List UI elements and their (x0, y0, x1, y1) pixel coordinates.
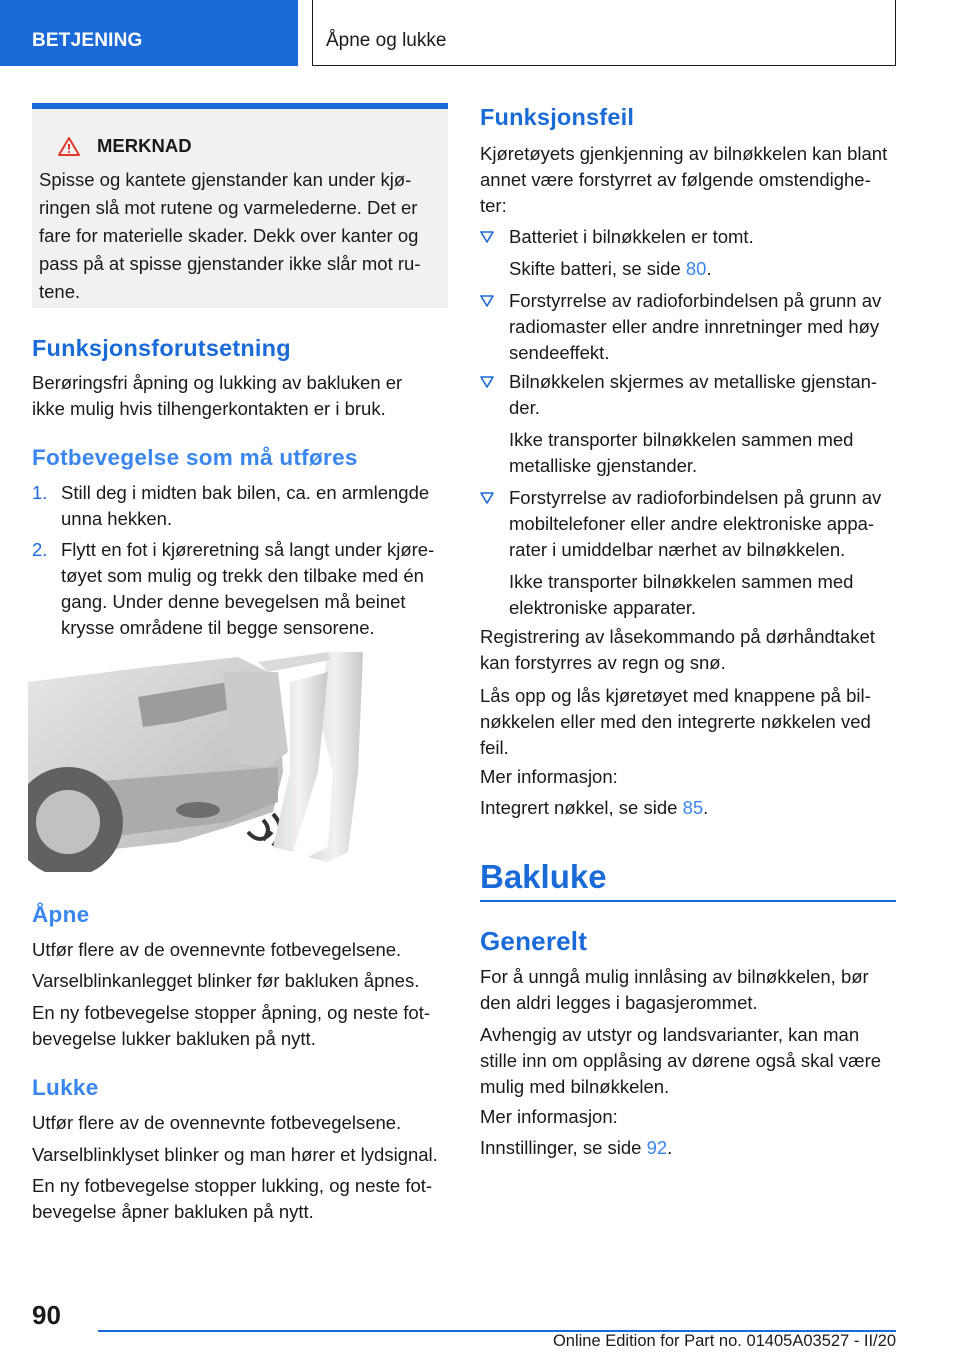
heading-malfunction: Funksjonsfeil (480, 104, 635, 130)
page-link-80[interactable]: 80 (685, 258, 707, 279)
list-item (32, 537, 448, 641)
list-item (32, 480, 448, 532)
text-line: ikke mulig hvis tilhengerkontakten er i bruk. (32, 398, 386, 419)
text-line: Still deg i midten bak bilen, ca. en armlengde (61, 482, 430, 503)
bullet-triangle-icon (480, 492, 494, 504)
text-line: der. (509, 397, 540, 418)
sub-text: Skifte batteri, se side 80. (509, 258, 712, 279)
integrated-key-ref: Integrert nøkkel, se side 85. (480, 797, 709, 818)
text-line: Registrering av låsekommando på dørhåndtaket (480, 626, 875, 647)
more-info-label: Mer informasjon: (480, 766, 618, 787)
bullet-text (509, 369, 899, 479)
heading-close: Lukke (32, 1075, 99, 1100)
text-line: annet være forstyrret av følgende omstendighe- (480, 169, 871, 190)
bullet-text (509, 485, 899, 621)
open-text-1: Utfør flere av de ovennevnte fotbevegelsene. (32, 939, 402, 960)
heading-tailgate: Bakluke (480, 858, 607, 895)
bullet-triangle-icon (480, 295, 494, 307)
open-text-2: Varselblinkanlegget blinker før bakluken åpnes. (32, 970, 420, 991)
text-line: En ny fotbevegelse stopper lukking, og neste fot- (32, 1175, 433, 1196)
text-line: mobiltelefoner eller andre elektroniske appa- (509, 513, 875, 534)
sub-text: Ikke transporter bilnøkkelen sammen med (509, 429, 854, 450)
lock-text (480, 683, 900, 761)
warning-note (32, 103, 448, 308)
text-line: mulig med bilnøkkelen. (480, 1076, 670, 1097)
list-item (480, 369, 900, 479)
sub-text: metalliske gjenstander. (509, 455, 698, 476)
text-line: feil. (480, 737, 509, 758)
close-text-2: Varselblinklyset blinker og man hører et lydsignal. (32, 1144, 438, 1165)
section-tab (0, 0, 298, 66)
text-line: Innstillinger, se side (480, 1137, 647, 1158)
sub-text: elektroniske apparater. (509, 597, 697, 618)
page-header-title: Åpne og lukke (326, 30, 447, 51)
note-line: ringen slå mot rutene og varmelederne. Det er (39, 197, 418, 218)
text-line: tøyet som mulig og trekk den tilbake med én (61, 565, 424, 586)
list-item (480, 224, 900, 284)
heading-prerequisite: Funksjonsforutsetning (32, 335, 291, 361)
step-number: 2. (32, 539, 48, 560)
general-text-1 (480, 964, 900, 1016)
tailgate-foot-sensor-illustration (28, 652, 368, 872)
open-text-3 (32, 1000, 452, 1052)
text-line: krysse områdene til begge sensorene. (61, 617, 375, 638)
close-text-1: Utfør flere av de ovennevnte fotbevegelsene. (32, 1112, 402, 1133)
sub-text: Ikke transporter bilnøkkelen sammen med (509, 571, 854, 592)
bullet-triangle-icon (480, 376, 494, 388)
text-line: den aldri legges i bagasjerommet. (480, 992, 758, 1013)
text-line: unna hekken. (61, 508, 173, 529)
bullet-text (509, 288, 899, 366)
step-text (61, 537, 451, 641)
warning-triangle-icon (58, 137, 80, 156)
text-line: rater i umiddelbar nærhet av bilnøkkelen. (509, 539, 846, 560)
registration-text (480, 624, 900, 676)
text-line: Batteriet i bilnøkkelen er tomt. (509, 226, 754, 247)
bullet-triangle-icon (480, 231, 494, 243)
text-line: Bilnøkkelen skjermes av metalliske gjenstan- (509, 371, 878, 392)
step-number: 1. (32, 482, 48, 503)
text-line: Skifte batteri, se side (509, 258, 686, 279)
bullet-text (509, 224, 899, 282)
close-text-3 (32, 1173, 452, 1225)
text-line: Berøringsfri åpning og lukking av bakluken er (32, 372, 403, 393)
footer-edition: Online Edition for Part no. 01405A03527 - II/20 (552, 1332, 896, 1350)
prerequisite-text (32, 370, 448, 422)
note-line: tene. (39, 281, 81, 302)
text-line: sendeeffekt. (509, 342, 610, 363)
page-number: 90 (32, 1300, 61, 1330)
text-line: bevegelse lukker bakluken på nytt. (32, 1028, 316, 1049)
warning-note-text (39, 166, 444, 306)
text-line: Forstyrrelse av radioforbindelsen på grunn av (509, 290, 882, 311)
text-line: Forstyrrelse av radioforbindelsen på grunn av (509, 487, 882, 508)
text-line: stille inn om opplåsing av dørene også skal være (480, 1050, 882, 1071)
list-item (480, 288, 900, 368)
malfunction-intro (480, 141, 900, 219)
text-line: nøkkelen eller med den integrerte nøkkelen ved (480, 711, 871, 732)
note-line: Spisse og kantete gjenstander kan under kjø- (39, 169, 412, 190)
general-text-2 (480, 1022, 900, 1100)
heading-general: Generelt (480, 926, 588, 956)
text-line: For å unngå mulig innlåsing av bilnøkkelen, bør (480, 966, 869, 987)
note-line: fare for materielle skader. Dekk over kanter og (39, 225, 419, 246)
text-line: radiomaster eller andre innretninger med høy (509, 316, 880, 337)
warning-note-title: MERKNAD (97, 135, 192, 156)
text-line: Flytt en fot i kjøreretning så langt under kjøre- (61, 539, 435, 560)
page-header (312, 0, 896, 66)
warning-note-header (58, 135, 192, 157)
text-line: kan forstyrres av regn og snø. (480, 652, 726, 673)
text-line: Kjøretøyets gjenkjenning av bilnøkkelen kan blant (480, 143, 888, 164)
note-line: pass på at spisse gjenstander ikke slår mot ru- (39, 253, 421, 274)
settings-ref: Innstillinger, se side 92. (480, 1137, 673, 1158)
page-link-92[interactable]: 92 (646, 1137, 668, 1158)
text-line: Avhengig av utstyr og landsvarianter, kan man (480, 1024, 860, 1045)
text-line: ter: (480, 195, 507, 216)
text-line: Integrert nøkkel, se side (480, 797, 683, 818)
list-item (480, 485, 900, 620)
heading-open: Åpne (32, 902, 90, 927)
text-line: bevegelse åpner bakluken på nytt. (32, 1201, 314, 1222)
section-label: BETJENING (32, 30, 143, 51)
step-text (61, 480, 451, 532)
text-line: gang. Under denne bevegelsen må beinet (61, 591, 406, 612)
page-link-85[interactable]: 85 (682, 797, 704, 818)
more-info-label: Mer informasjon: (480, 1106, 618, 1127)
text-line: Lås opp og lås kjøretøyet med knappene på bil- (480, 685, 871, 706)
text-line: En ny fotbevegelse stopper åpning, og neste fot- (32, 1002, 431, 1023)
heading-foot-movement: Fotbevegelse som må utføres (32, 445, 358, 470)
heading-underline (480, 900, 896, 902)
